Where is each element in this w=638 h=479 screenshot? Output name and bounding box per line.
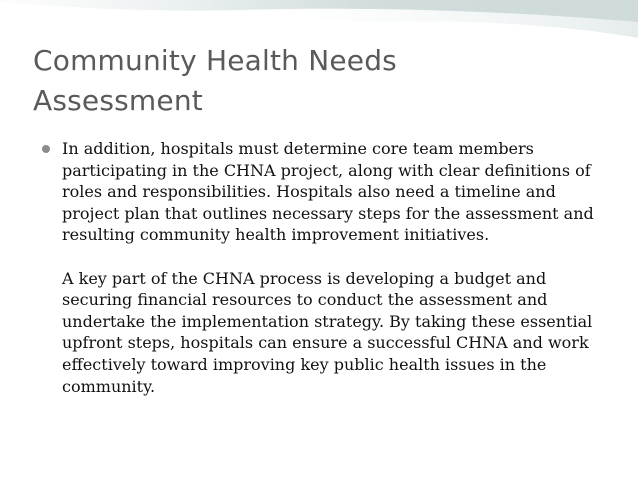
title-line-2: Assessment (33, 84, 203, 117)
swoosh-band-light (250, 0, 638, 38)
round-bullet-icon (42, 145, 50, 153)
paragraph-spacer (62, 246, 602, 268)
bullet-item (42, 138, 602, 397)
paragraph-2: A key part of the CHNA process is developing a budget and securing financial resources to conduct the assessment and undertake the implementation strategy. By taking these essential upfront steps, hospitals can ensure a successful CHNA and work effectively toward improving key public health issues in the community. (62, 268, 593, 396)
slide-body (42, 138, 602, 397)
slide-title (33, 41, 613, 121)
paragraph-1: In addition, hospitals must determine core team members participating in the CHNA project, along with clear definitions of roles and responsibilities. Hospitals also need a timeline and project plan that outlines necessary steps for the assessment and resulting community health improvement initiatives. (62, 139, 594, 245)
title-line-1: Community Health Needs (33, 44, 397, 77)
